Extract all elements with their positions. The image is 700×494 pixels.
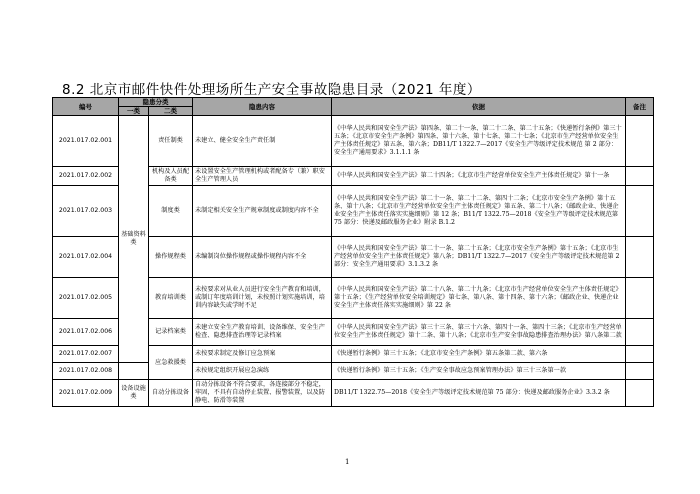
row-remark xyxy=(626,363,654,380)
row-content: 自动分拣设备不符合要求，各连接部分不稳定，牢固，不具有自动停止装置、报警装置，以及防静电、防滑等装置 xyxy=(193,380,332,407)
header-basis: 依据 xyxy=(332,98,626,116)
row-basis: 《中华人民共和国安全生产法》第二十四条；《北京市生产经营单位安全生产主体责任规定》第十一条 xyxy=(332,167,626,186)
row-remark xyxy=(626,186,654,237)
category-basic-materials: 基础资料类 xyxy=(119,116,149,363)
row-content: 未编制岗位操作规程或操作规程内容不全 xyxy=(193,237,332,278)
row-level2: 教育培训类 xyxy=(149,278,193,319)
table-row xyxy=(53,116,654,167)
header-remark: 备注 xyxy=(626,98,654,116)
row-content: 未按规定组织开展应急演练 xyxy=(193,363,332,380)
header-code: 编号 xyxy=(53,98,119,116)
row-level2: 应急救援类 xyxy=(149,346,193,380)
row-level2: 机构及人员配备类 xyxy=(149,167,193,186)
row-level1-empty xyxy=(119,363,149,380)
row-level2: 操作规程类 xyxy=(149,237,193,278)
row-content: 未建立安全生产教育培训、设备维保、安全生产检查、隐患排查治理等记录档案 xyxy=(193,319,332,346)
category-equipment: 设备设施类 xyxy=(119,380,149,407)
header-content: 隐患内容 xyxy=(193,98,332,116)
row-code: 2021.017.02.001 xyxy=(53,116,119,167)
row-code: 2021.017.02.003 xyxy=(53,186,119,237)
header-row-top xyxy=(53,98,654,107)
row-basis: 《中华人民共和国安全生产法》第二十一条、第二十二条、第四十二条；《北京市安全生产条例》第十五条、第十八条；《北京市生产经营单位安全生产主体责任规定》第五条、第二十八条；《邮政企业、快递企业安全生产主体责任落实实施细则》第 12 条；B11/T 1322.75—2018《安全生产等级评定技术规范第 75 部分：快递及邮政服务企业》附录 B.1.2 xyxy=(332,186,626,237)
row-remark xyxy=(626,380,654,407)
hazard-catalog-table xyxy=(52,97,654,407)
row-code: 2021.017.02.005 xyxy=(53,278,119,319)
row-remark xyxy=(626,116,654,167)
row-content: 未设置安全生产管理机构或者配备专（兼）职安全生产管理人员 xyxy=(193,167,332,186)
row-basis: 《中华人民共和国安全生产法》第三十三条、第三十六条、第四十一条、第四十三条；《北京市生产经营单位安全生产主体责任规定》第十二条、第十八条；《北京市生产安全事故隐患排查治理办法》第八条第二款 xyxy=(332,319,626,346)
row-level2: 责任制类 xyxy=(149,116,193,167)
row-remark xyxy=(626,319,654,346)
row-level2: 自动分拣设备 xyxy=(149,380,193,407)
row-remark xyxy=(626,167,654,186)
row-basis: DB11/T 1322.75—2018《安全生产等级评定技术规范第 75 部分：快递及邮政服务企业》3.3.2 条 xyxy=(332,380,626,407)
row-basis: 《中华人民共和国安全生产法》第二十一条、第二十五条；《北京市安全生产条例》第十五条；《北京市生产经营单位安全生产主体责任规定》第八条；DB11/T 1322.7—2017《安全生产等级评定技术规范第 2 部分：安全生产通用要求》3.1.3.2 条 xyxy=(332,237,626,278)
row-content: 未按要求制定及修订应急预案 xyxy=(193,346,332,363)
row-basis: 《快递暂行条例》第三十五条；《生产安全事故应急预案管理办法》第三十三条第一款 xyxy=(332,363,626,380)
row-level2: 制度类 xyxy=(149,186,193,237)
header-level2: 二类 xyxy=(149,107,193,116)
table-row xyxy=(53,363,654,380)
row-content: 未按要求对从业人员进行安全生产教育和培训，或制订年度培训计划，未按照计划实施培训，培训内容缺失或学时不足 xyxy=(193,278,332,319)
row-remark xyxy=(626,346,654,363)
row-remark xyxy=(626,237,654,278)
row-code: 2021.017.02.007 xyxy=(53,346,119,363)
page-number: 1 xyxy=(345,458,350,466)
row-code: 2021.017.02.004 xyxy=(53,237,119,278)
row-code: 2021.017.02.002 xyxy=(53,167,119,186)
header-level1: 一类 xyxy=(119,107,149,116)
row-code: 2021.017.02.006 xyxy=(53,319,119,346)
row-code: 2021.017.02.009 xyxy=(53,380,119,407)
row-basis: 《中华人民共和国安全生产法》第四条、第二十一条、第二十二条、第二十五条；《快递暂行条例》第三十五条；《北京市安全生产条例》第四条、第十六条、第十七条、第二十七条；《北京市生产经营单位安全生产主体责任规定》第五条、第六条；DB11/T 1322.7—2017《安全生产等级评定技术规范 第 2 部分：安全生产通用要求》3.1.1.1 条 xyxy=(332,116,626,167)
row-remark xyxy=(626,278,654,319)
table-row xyxy=(53,380,654,407)
header-category: 隐患分类 xyxy=(119,98,193,107)
row-content: 未建立、健全安全生产责任制 xyxy=(193,116,332,167)
row-content: 未制定相关安全生产规章制度或制度内容不全 xyxy=(193,186,332,237)
row-level2: 记录档案类 xyxy=(149,319,193,346)
page-title: 8.2 北京市邮件快件处理场所生产安全事故隐患目录（2021 年度） xyxy=(62,82,481,98)
row-basis: 《快递暂行条例》第三十五条；《北京市安全生产条例》第五条第二款、第六条 xyxy=(332,346,626,363)
row-code: 2021.017.02.008 xyxy=(53,363,119,380)
row-basis: 《中华人民共和国安全生产法》第二十八条、第二十九条；《北京市生产经营单位安全生产主体责任规定》第十五条；《生产经营单位安全培训规定》第七条、第八条、第十四条、第十六条；《邮政企业、快递企业安全生产主体责任落实实施细则》第 22 条 xyxy=(332,278,626,319)
